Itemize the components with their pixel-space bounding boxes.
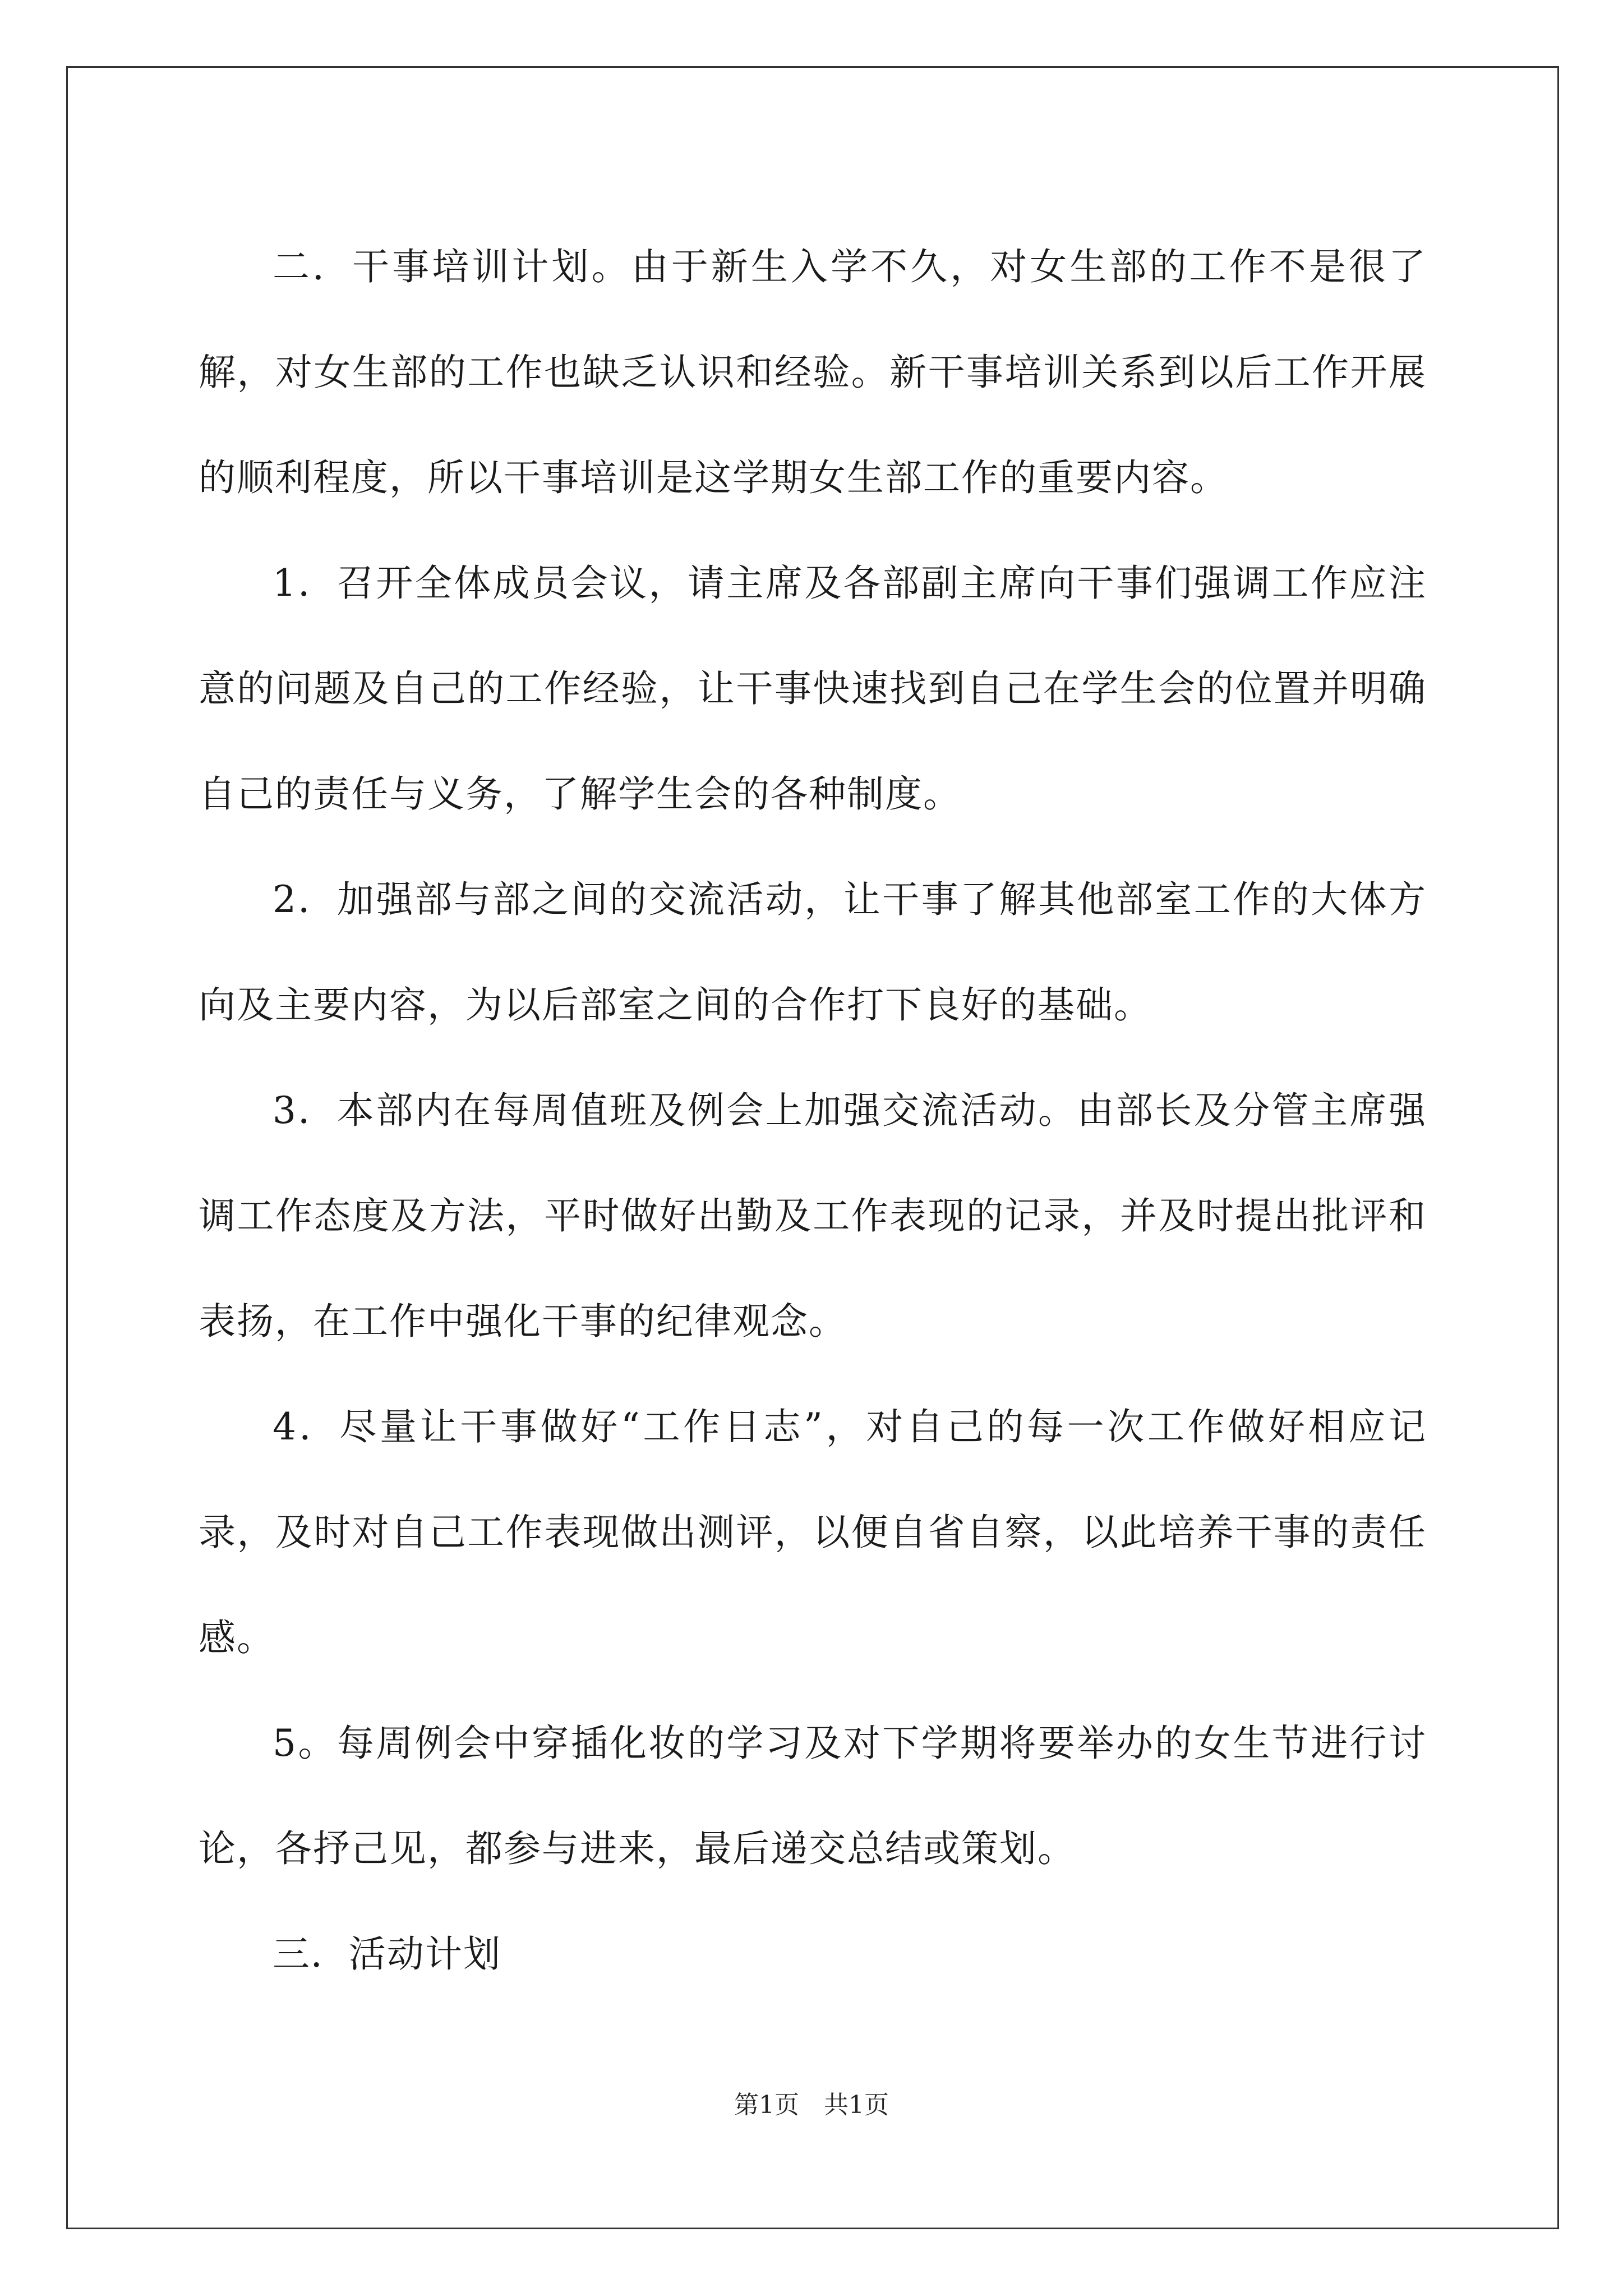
paragraph-item-1: 1．召开全体成员会议，请主席及各部副主席向干事们强调工作应注意的问题及自己的工作经验，让干事快速找到自己在学生会的位置并明确自己的责任与义务，了解学生会的各种制度。 [199, 562, 1427, 816]
section-heading-activity-plan: 三．活动计划 [273, 1932, 501, 1976]
paragraph-item-4: 4．尽量让干事做好“工作日志”，对自己的每一次工作做好相应记录，及时对自己工作表现做出测评，以便自省自察，以此培养干事的责任感。 [199, 1405, 1427, 1659]
paragraph-item-5: 5。每周例会中穿插化妆的学习及对下学期将要举办的女生节进行讨论，各抒己见，都参与进来，最后递交总结或策划。 [199, 1722, 1427, 1870]
paragraph-training-plan: 二．干事培训计划。由于新生入学不久，对女生部的工作不是很了解，对女生部的工作也缺乏认识和经验。新干事培训关系到以后工作开展的顺利程度，所以干事培训是这学期女生部工作的重要内容。 [199, 245, 1427, 499]
paragraph-item-2: 2．加强部与部之间的交流活动，让干事了解其他部室工作的大体方向及主要内容，为以后部室之间的合作打下良好的基础。 [199, 878, 1427, 1027]
page-number-footer: 第1页 共1页 [734, 2091, 889, 2119]
paragraph-item-3: 3．本部内在每周值班及例会上加强交流活动。由部长及分管主席强调工作态度及方法，平时做好出勤及工作表现的记录，并及时提出批评和表扬，在工作中强化干事的纪律观念。 [199, 1089, 1427, 1343]
document-body [199, 214, 1427, 2007]
